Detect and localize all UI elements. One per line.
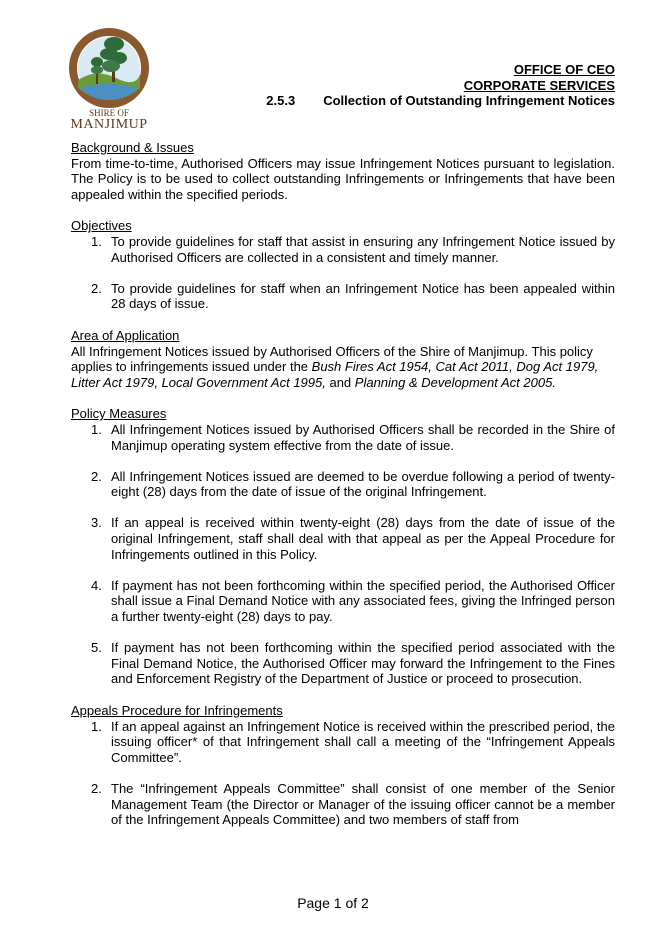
list-item-text: If payment has not been forthcoming within the specified period associated with the Final Demand Notice, the Authorised Officer may forward the Infringement to the Fines and Enforcement Registry of the Department of Justice or proceed to prosecution. [111,640,615,687]
department-title: CORPORATE SERVICES [463,77,615,93]
objectives-list [71,234,615,312]
page-number: Page 1 of 2 [297,895,369,911]
list-item-text: To provide guidelines for staff that assist in ensuring any Infringement Notice issued by Authorised Officers are collected in a consistent and timely manner. [111,233,615,265]
document-header [266,62,615,109]
list-item: 1. If an appeal against an Infringement Notice is received within the prescribed period, the issuing officer* of that Infringement shall call a meeting of the “Infringement Appeals Committee”. [91,718,615,765]
list-item-text: The “Infringement Appeals Committee” shall consist of one member of the Senior Management Team (the Director or Manager of the issuing officer cannot be a member of the Infringement Appeals Committee) and two members of staff from [111,780,615,828]
list-item-text: All Infringement Notices issued by Authorised Officers shall be recorded in the Shire of Manjimup operating system effective from the date of issue. [111,421,615,453]
office-title: OFFICE OF CEO [513,62,615,77]
area-text-intro: All Infringement Notices issued by Authorised Officers of the Shire of Manjimup. This policy applies to infringements issued under the [71,343,593,375]
list-item-text: All Infringement Notices issued are deemed to be overdue following a period of twenty-eight (28) days from the date of issue of the original Infringement. [111,468,615,500]
list-item-text: To provide guidelines for staff when an Infringement Notice has been appealed within 28 days of issue. [111,280,615,312]
list-item: 1. All Infringement Notices issued by Authorised Officers shall be recorded in the Shire of Manjimup operating system effective from the date of issue. [91,421,615,453]
area-act-last: Planning & Development Act 2005. [354,374,556,390]
area-text [71,344,615,391]
section-heading-background: Background & Issues [71,140,194,155]
shire-logo [66,28,152,134]
policy-title-line [266,93,615,109]
list-item-text: If payment has not been forthcoming within the specified period, the Authorised Officer shall issue a Final Demand Notice with any associated fees, giving the Infringed person a further twenty-eight (28) days to pay. [111,577,615,625]
section-heading-appeals: Appeals Procedure for Infringements [71,703,283,718]
section-heading-area: Area of Application [71,327,180,343]
area-text-and: and [325,374,355,390]
list-item: 2. The “Infringement Appeals Committee” shall consist of one member of the Senior Management Team (the Director or Manager of the issuing officer cannot be a member of the Infringement Appeals Committee) and two members of staff from [91,780,615,828]
list-item: 2. All Infringement Notices issued are deemed to be overdue following a period of twenty-eight (28) days from the date of issue of the original Infringement. [91,468,615,500]
list-item: 5. If payment has not been forthcoming within the specified period associated with the Final Demand Notice, the Authorised Officer may forward the Infringement to the Fines and Enforcement Registry of the Department of Justice or proceed to prosecution. [91,640,615,687]
background-text: From time-to-time, Authorised Officers may issue Infringement Notices pursuant to legislation. The Policy is to be used to collect outstanding Infringements or Infringements that have been appealed within the specified periods. [71,155,615,202]
list-item: 4. If payment has not been forthcoming within the specified period, the Authorised Officer shall issue a Final Demand Notice with any associated fees, giving the Infringed person a further twenty-eight (28) days to pay. [91,577,615,625]
list-item: 2. To provide guidelines for staff when an Infringement Notice has been appealed within 28 days of issue. [91,280,615,312]
list-item: 1. To provide guidelines for staff that assist in ensuring any Infringement Notice issued by Authorised Officers are collected in a consistent and timely manner. [91,233,615,265]
section-heading-objectives: Objectives [71,218,132,234]
area-acts: Bush Fires Act 1954, Cat Act 2011, Dog Act 1979, Litter Act 1979, Local Government Act 1995, [71,359,599,390]
logo-line2: MANJIMUP [70,117,148,132]
logo-line1: SHIRE OF [89,108,129,118]
section-heading-measures: Policy Measures [71,406,167,422]
appeals-list [71,719,615,828]
policy-number: 2.5.3 [266,93,296,108]
policy-body [71,140,615,828]
list-item-text: If an appeal against an Infringement Notice is received within the prescribed period, the issuing officer* of that Infringement shall call a meeting of the “Infringement Appeals Committee”. [111,718,615,765]
policy-title: Collection of Outstanding Infringement Notices [323,93,615,108]
list-item: 3. If an appeal is received within twenty-eight (28) days from the date of issue of the original Infringement, staff shall deal with that appeal as per the Appeal Procedure for Infringements outlined in this Policy. [91,515,615,562]
measures-list [71,422,615,687]
list-item-text: If an appeal is received within twenty-eight (28) days from the date of issue of the original Infringement, staff shall deal with that appeal as per the Appeal Procedure for Infringements outlined in this Policy. [111,515,615,562]
